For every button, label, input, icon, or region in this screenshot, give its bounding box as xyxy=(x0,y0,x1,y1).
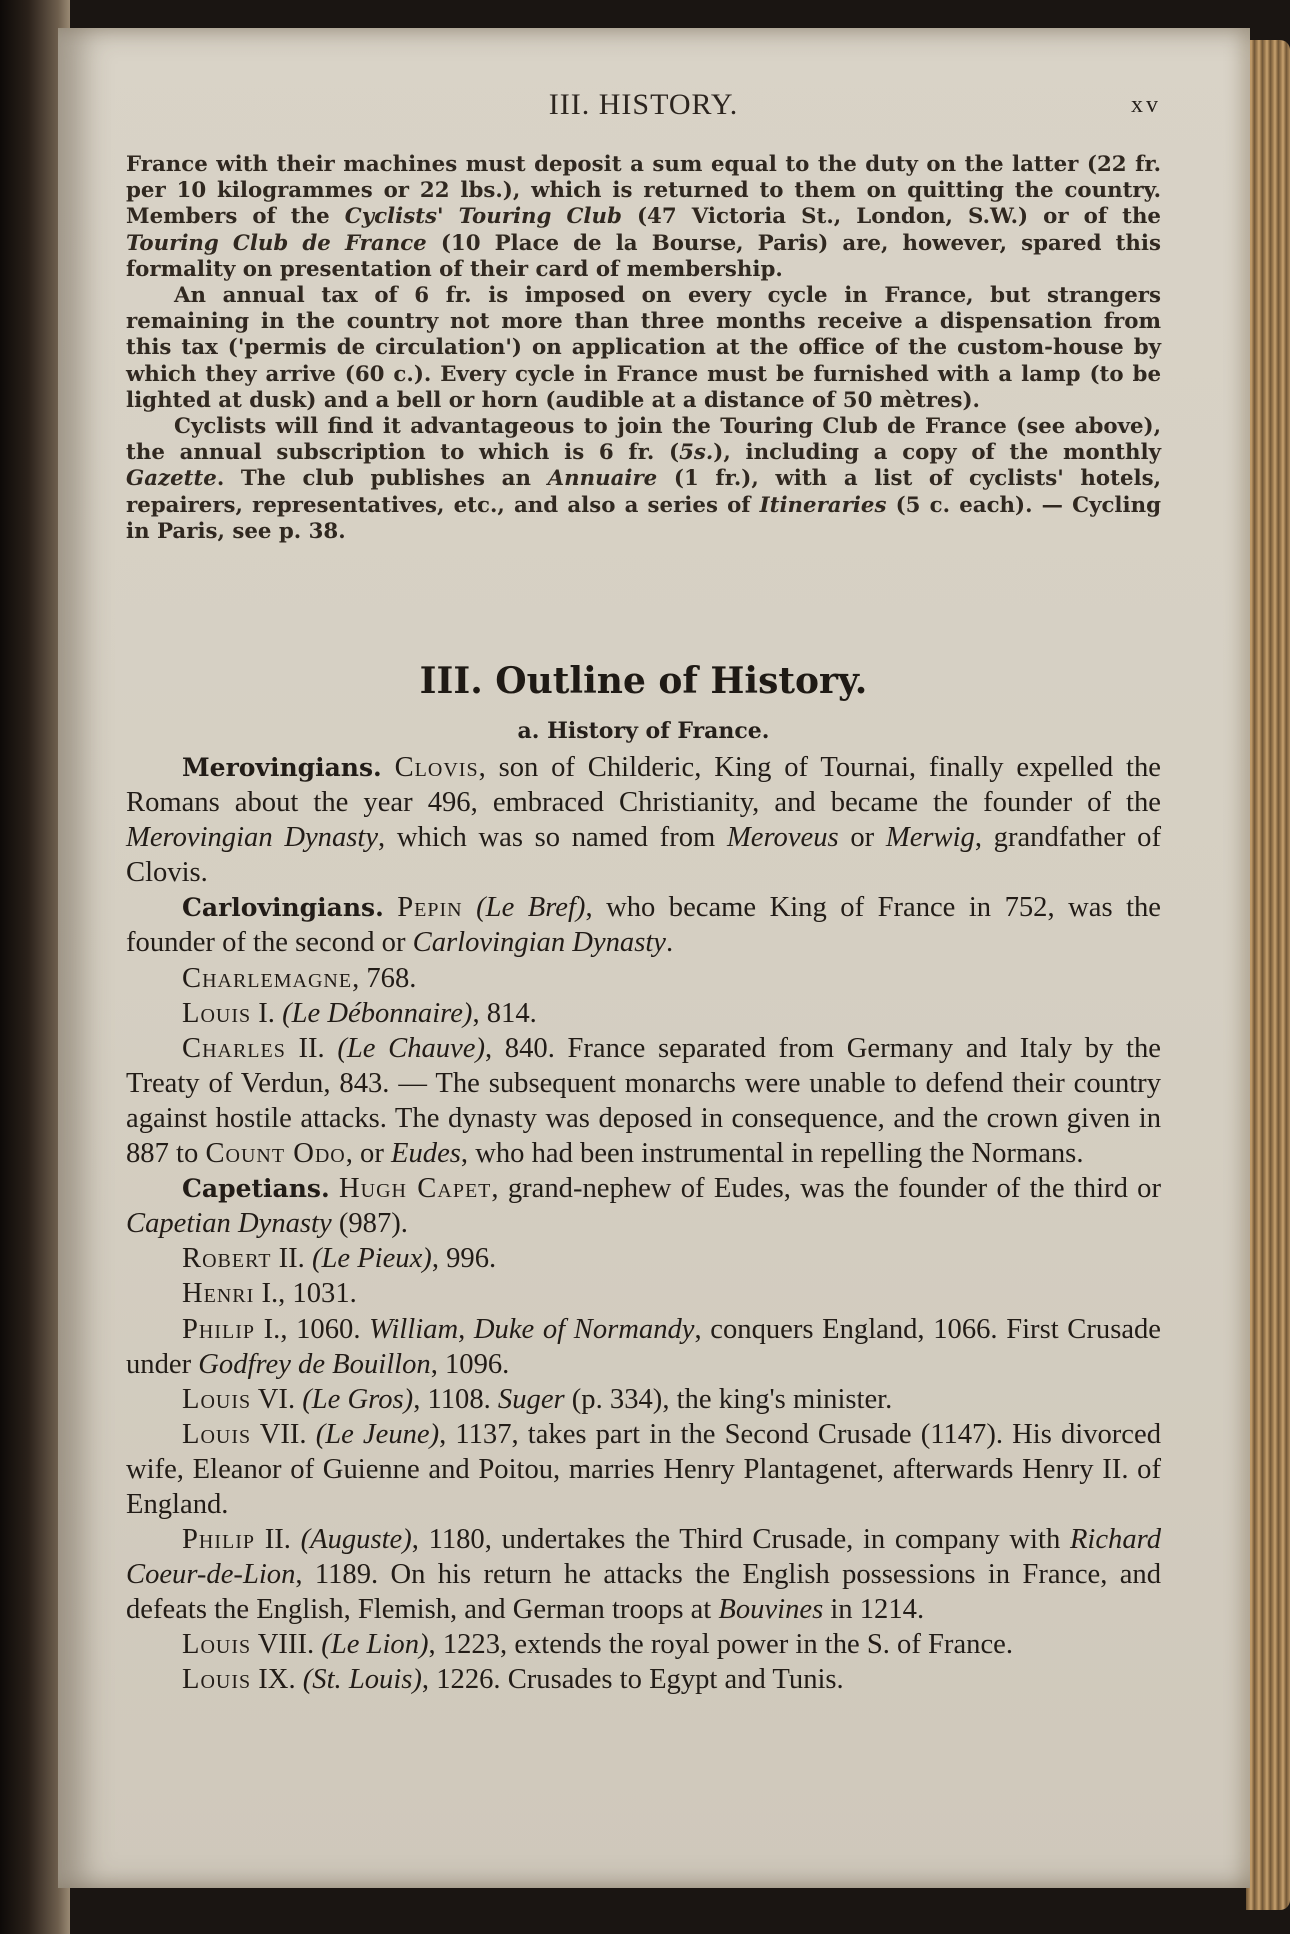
entry-henri-i: Henri I., 1031. xyxy=(182,1278,357,1310)
entry-louis-viii: Louis VIII. (Le Lion), 1223, extends the royal power in the S. of France. xyxy=(182,1629,1013,1661)
page-edges xyxy=(1246,40,1290,1910)
entry-merovingians: Merovingians. Clovis, son of Childeric, King of Tournai, finally expelled the Romans about the year 496, embraced Christianity, and became the founder of the Merovingian Dynasty, which was so named from Meroveus or Merwig, grandfather of Clovis. xyxy=(126,752,1161,889)
paragraph: Cyclists will find it advantageous to join the Touring Club de France (see above), the annual subscription to which is 6 fr. (5s.), including a copy of the monthly Gazette. The club publishes an Annuaire (1 fr.), with a list of cyclists' hotels, repairers, representatives, etc., and also a series of Itineraries (5 c. each). — Cycling in Paris, see p. 38. xyxy=(126,414,1162,544)
book-page xyxy=(58,28,1250,1888)
subsection-title: a. History of France. xyxy=(517,718,770,744)
entry-capetians: Capetians. Hugh Capet, grand-nephew of Eudes, was the founder of the third or Capetian Dynasty (987). xyxy=(126,1173,1161,1240)
entry-charles-ii: Charles II. (Le Chauve), 840. France separated from Germany and Italy by the Treaty of Verdun, 843. — The subsequent monarchs were unable to defend their country against hostile attacks. The dynasty was deposed in consequence, and the crown given in 887 to Count Odo, or Eudes, who had been instrumental in repelling the Normans. xyxy=(126,1032,1161,1170)
entry-louis-vii: Louis VII. (Le Jeune), 1137, takes part in the Second Crusade (1147). His divorced wife, Eleanor of Guienne and Poitou, marries Henry Plantagenet, afterwards Henry II. of England. xyxy=(126,1418,1161,1520)
paragraph: France with their machines must deposit a sum equal to the duty on the latter (22 fr. per 10 kilogrammes or 22 lbs.), which is returned to them on quitting the country. Members of the Cyclists' Touring Club (47 Victoria St., London, S.W.) or of the Touring Club de France (10 Place de la Bourse, Paris) are, however, spared this formality on presentation of their card of membership. xyxy=(126,152,1161,282)
entry-louis-vi: Louis VI. (Le Gros), 1108. Suger (p. 334), the king's minister. xyxy=(182,1383,893,1415)
entry-louis-i: Louis I. (Le Débonnaire), 814. xyxy=(182,997,537,1029)
entry-louis-ix: Louis IX. (St. Louis), 1226. Crusades to Egypt and Tunis. xyxy=(182,1664,844,1696)
cycling-section xyxy=(126,152,1161,545)
entry-charlemagne: Charlemagne, 768. xyxy=(182,962,417,994)
entry-philip-ii: Philip II. (Auguste), 1180, undertakes the Third Crusade, in company with Richard Coeur-de-Lion, 1189. On his return he attacks the English possessions in France, and defeats the English, Flemish, and German troops at Bouvines in 1214. xyxy=(126,1524,1161,1626)
entry-carlovingians: Carlovingians. Pepin (Le Bref), who became King of France in 752, was the founder of the second or Carlovingian Dynasty. xyxy=(126,892,1161,959)
history-text xyxy=(126,750,1161,1698)
entry-philip-i: Philip I., 1060. William, Duke of Normandy, conquers England, 1066. First Crusade under Godfrey de Bouillon, 1096. xyxy=(126,1313,1161,1380)
entry-robert-ii: Robert II. (Le Pieux), 996. xyxy=(182,1243,497,1275)
section-title: III. Outline of History. xyxy=(419,660,868,702)
paragraph: An annual tax of 6 fr. is imposed on every cycle in France, but strangers remaining in the country not more than three months receive a dispensation from this tax ('permis de circulation') on application at the office of the custom-house by which they arrive (60 c.). Every cycle in France must be furnished with a lamp (to be lighted at dusk) and a bell or horn (audible at a distance of 50 mètres). xyxy=(126,283,1161,413)
page-number: xv xyxy=(1131,92,1161,118)
page-header xyxy=(126,88,1161,128)
running-title: III. HISTORY. xyxy=(548,88,739,121)
